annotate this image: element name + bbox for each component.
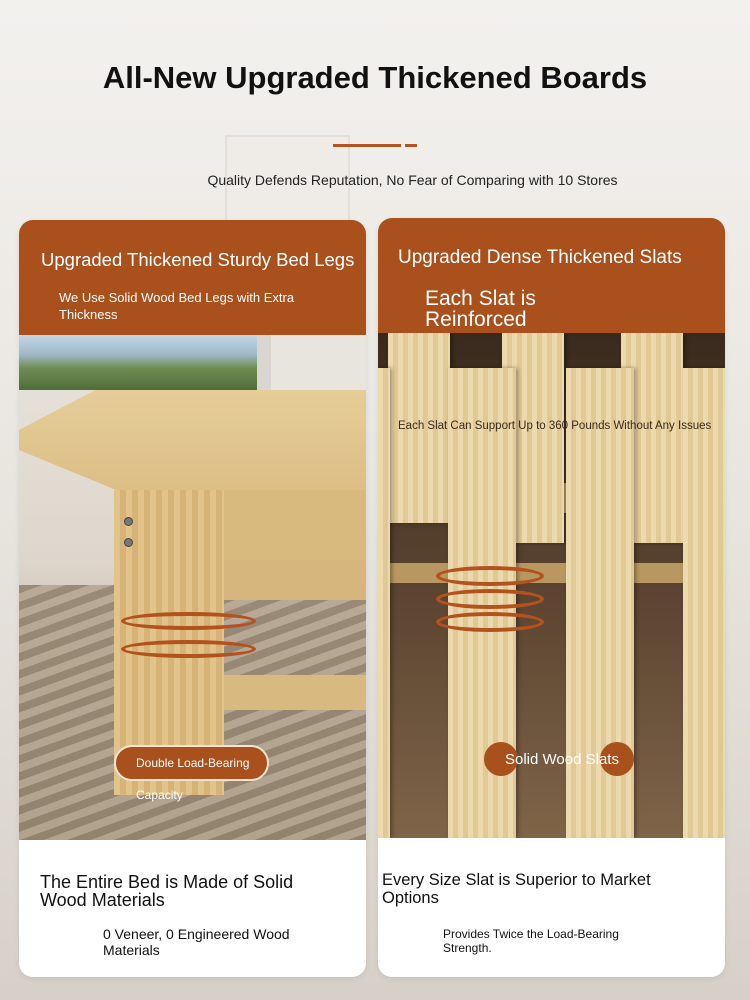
bed-lower-rail bbox=[224, 675, 366, 710]
card-title: Upgraded Thickened Sturdy Bed Legs bbox=[41, 249, 355, 270]
card-highlight: Each Slat is Reinforced bbox=[425, 287, 536, 331]
page-title: All-New Upgraded Thickened Boards bbox=[102, 60, 648, 95]
title-divider-dot bbox=[405, 144, 417, 147]
solid-wood-slats-label: Solid Wood Slats bbox=[505, 751, 619, 768]
footer-title: The Entire Bed is Made of Solid Wood Materials bbox=[40, 872, 294, 910]
bed-frame-top bbox=[19, 390, 366, 490]
badge-label: Double Load-Bearing Capacity bbox=[136, 756, 250, 802]
card-header bbox=[378, 218, 725, 333]
slat bbox=[378, 368, 390, 838]
footer-subtitle: 0 Veneer, 0 Engineered Wood Materials bbox=[103, 926, 290, 958]
title-divider bbox=[333, 144, 401, 147]
window-view bbox=[19, 335, 269, 390]
emphasis-ring-icon bbox=[121, 612, 256, 630]
wall bbox=[271, 335, 366, 395]
card-title: Upgraded Dense Thickened Slats bbox=[398, 247, 682, 268]
footer-subtitle: Provides Twice the Load-Bearing Strength. bbox=[443, 927, 619, 955]
load-capacity-badge bbox=[114, 745, 269, 802]
bed-legs-card bbox=[19, 220, 366, 977]
bed-side-rail bbox=[224, 560, 366, 600]
card-header bbox=[19, 220, 366, 335]
emphasis-ring-icon bbox=[436, 612, 544, 632]
card-footer bbox=[378, 838, 725, 977]
card-subtitle: We Use Solid Wood Bed Legs with Extra Thickness bbox=[59, 290, 295, 322]
slats-card bbox=[378, 218, 725, 977]
slat-capacity-note: Each Slat Can Support Up to 360 Pounds Without Any Issues bbox=[398, 420, 712, 432]
screw-icon bbox=[124, 517, 133, 526]
emphasis-ring-icon bbox=[436, 589, 544, 609]
page-subtitle: Quality Defends Reputation, No Fear of Comparing with 10 Stores bbox=[207, 172, 618, 188]
slats-photo bbox=[378, 333, 725, 838]
emphasis-ring-icon bbox=[121, 640, 256, 658]
slat bbox=[683, 368, 725, 838]
card-footer bbox=[19, 840, 366, 977]
bed-legs-photo bbox=[19, 335, 366, 840]
footer-title: Every Size Slat is Superior to Market Options bbox=[382, 871, 651, 907]
screw-icon bbox=[124, 538, 133, 547]
window-frame bbox=[257, 335, 271, 395]
slat-support-bar bbox=[378, 563, 725, 583]
emphasis-ring-icon bbox=[436, 566, 544, 586]
